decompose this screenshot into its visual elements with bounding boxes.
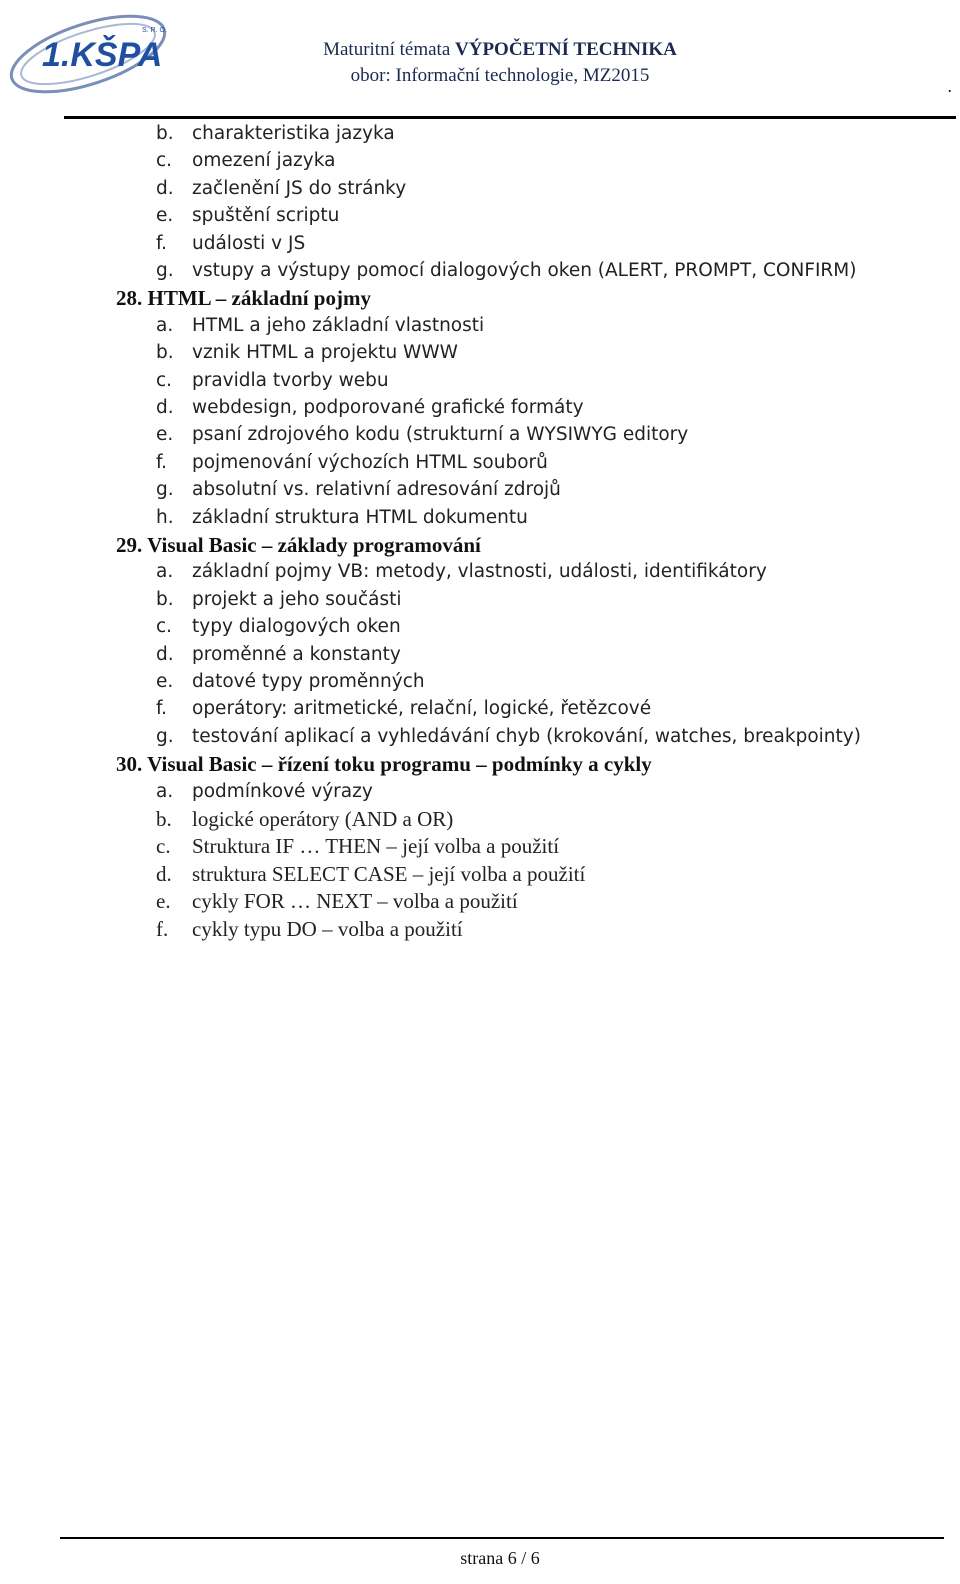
item-letter: g. <box>156 479 174 501</box>
list-item <box>156 202 339 230</box>
item-text: cykly typu DO – volba a použití <box>192 916 463 941</box>
footer-divider <box>60 1537 944 1539</box>
item-letter: f. <box>156 916 169 941</box>
item-text: operátory: aritmetické, relační, logické, řetězcové <box>192 698 652 720</box>
item-letter: g. <box>156 725 174 747</box>
list-item <box>156 504 528 532</box>
document-title <box>250 38 750 62</box>
list-item <box>156 832 559 860</box>
item-text: vznik HTML a projektu WWW <box>192 342 458 364</box>
section-number: 29. <box>116 533 143 557</box>
item-letter: e. <box>156 889 171 914</box>
item-letter: c. <box>156 834 171 859</box>
list-item <box>156 613 401 641</box>
list-item <box>156 668 425 696</box>
item-text: proměnné a konstanty <box>192 643 401 665</box>
item-letter: d. <box>156 397 174 418</box>
item-text: testování aplikací a vyhledávání chyb (krokování, watches, breakpointy) <box>192 725 861 747</box>
item-letter: d. <box>156 861 172 886</box>
item-letter: a. <box>156 314 174 336</box>
item-text: typy dialogových oken <box>192 616 401 638</box>
item-text: vstupy a výstupy pomocí dialogových oken (ALERT, PROMPT, CONFIRM) <box>192 260 857 281</box>
title-prefix: Maturitní témata <box>323 39 455 60</box>
item-letter: c. <box>156 616 173 638</box>
item-text: základní pojmy VB: metody, vlastnosti, události, identifikátory <box>192 561 767 583</box>
item-text: absolutní vs. relativní adresování zdrojů <box>192 479 561 501</box>
list-item <box>156 449 548 477</box>
section-title: HTML – základní pojmy <box>147 286 371 311</box>
list-item <box>156 230 305 258</box>
page-header <box>0 0 960 120</box>
item-text: HTML a jeho základní vlastnosti <box>192 314 485 336</box>
item-text: webdesign, podporované grafické formáty <box>192 397 584 418</box>
item-text: datové typy proměnných <box>192 671 425 692</box>
list-item <box>156 641 401 669</box>
item-letter: b. <box>156 588 174 610</box>
item-letter: d. <box>156 643 174 665</box>
list-item <box>156 695 651 723</box>
item-text: charakteristika jazyka <box>192 123 395 144</box>
item-letter: a. <box>156 780 174 802</box>
section-heading <box>116 284 371 312</box>
item-text: podmínkové výrazy <box>192 780 373 802</box>
item-letter: b. <box>156 123 174 144</box>
list-item <box>156 394 584 422</box>
item-letter: c. <box>156 369 173 391</box>
section-heading <box>116 531 481 559</box>
item-letter: e. <box>156 205 174 227</box>
item-text: základní struktura HTML dokumentu <box>192 506 528 528</box>
item-letter: d. <box>156 177 174 199</box>
item-letter: f. <box>156 698 168 720</box>
item-letter: f. <box>156 451 168 473</box>
logo-small-text: S. R. O. <box>142 27 167 34</box>
item-text: omezení jazyka <box>192 150 336 172</box>
logo-text: 1.KŠPA <box>42 36 163 74</box>
list-item <box>156 257 856 285</box>
item-text: události v JS <box>192 232 306 254</box>
section-number: 30. <box>116 752 143 777</box>
item-text: psaní zdrojového kodu (strukturní a WYSIWYG editory <box>192 424 689 446</box>
title-subject: VÝPOČETNÍ TECHNIKA <box>455 39 677 60</box>
list-item <box>156 147 335 175</box>
list-item <box>156 558 767 586</box>
item-text: projekt a jeho součásti <box>192 588 402 610</box>
item-letter: b. <box>156 342 174 364</box>
item-text: cykly FOR … NEXT – volba a použití <box>192 889 518 914</box>
list-item <box>156 120 395 148</box>
item-text: logické operátory (AND a OR) <box>192 807 454 831</box>
list-item <box>156 421 688 449</box>
item-text: pojmenování výchozích HTML souborů <box>192 451 548 473</box>
item-text: začlenění JS do stránky <box>192 177 407 199</box>
list-item <box>156 476 561 504</box>
list-item <box>156 367 389 395</box>
item-letter: a. <box>156 561 174 583</box>
item-letter: b. <box>156 807 172 831</box>
list-item <box>156 723 861 751</box>
section-title: Visual Basic – základy programování <box>147 533 481 557</box>
company-logo <box>4 4 176 100</box>
list-item <box>156 915 463 943</box>
item-letter: g. <box>156 260 174 281</box>
list-item <box>156 175 406 203</box>
header-mark: . <box>947 76 952 96</box>
list-item <box>156 860 585 888</box>
list-item <box>156 339 458 367</box>
item-text: struktura SELECT CASE – její volba a použití <box>192 861 586 886</box>
list-item <box>156 887 518 915</box>
list-item <box>156 805 453 833</box>
document-subtitle: obor: Informační technologie, MZ2015 <box>350 65 650 86</box>
item-text: spuštění scriptu <box>192 205 340 227</box>
section-title: Visual Basic – řízení toku programu – podmínky a cykly <box>147 752 652 777</box>
list-item <box>156 586 402 614</box>
item-text: Struktura IF … THEN – její volba a použití <box>192 834 560 859</box>
list-item <box>156 312 484 340</box>
item-text: pravidla tvorby webu <box>192 369 389 391</box>
page-number: strana 6 / 6 <box>460 1548 540 1568</box>
item-letter: h. <box>156 506 174 528</box>
list-item <box>156 778 373 806</box>
section-number: 28. <box>116 286 143 311</box>
section-heading <box>116 750 652 778</box>
item-letter: f. <box>156 232 168 254</box>
item-letter: e. <box>156 671 174 692</box>
item-letter: e. <box>156 424 174 446</box>
header-divider <box>64 116 956 119</box>
item-letter: c. <box>156 150 173 172</box>
